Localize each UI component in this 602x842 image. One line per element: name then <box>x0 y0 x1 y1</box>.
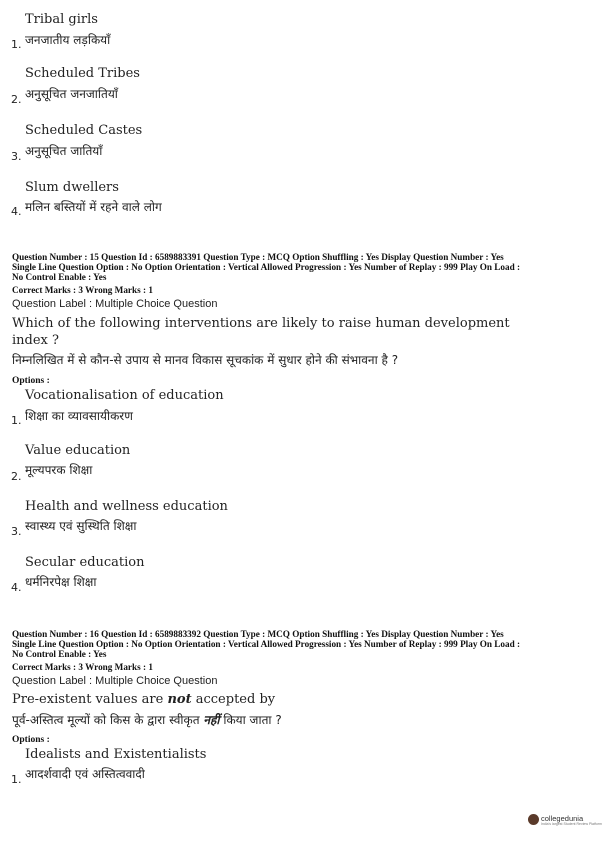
option-text-en: Health and wellness education <box>25 499 228 514</box>
question-marks: Correct Marks : 3 Wrong Marks : 1 <box>12 662 153 672</box>
question-meta-line: Question Number : 15 Question Id : 6589883391 Question Type : MCQ Option Shuffling : Yes Display Question Number : Yes <box>12 252 504 262</box>
question-meta-line: Single Line Question Option : No Option Orientation : Vertical Allowed Progression : Yes Number of Replay : 999 Play On Load : <box>12 639 521 649</box>
option-text-en: Idealists and Existentialists <box>25 747 207 762</box>
option-number: 2. <box>11 470 22 483</box>
option-number: 3. <box>11 150 22 163</box>
option-number: 4. <box>11 581 22 594</box>
option-text-hi: धर्मनिरपेक्ष शिक्षा <box>25 575 97 589</box>
option-text-en: Secular education <box>25 555 145 570</box>
option-text-hi: जनजातीय लड़कियाँ <box>25 33 111 47</box>
question-text-en-emphasis: not <box>167 692 192 707</box>
option-text-hi: मलिन बस्तियों में रहने वाले लोग <box>25 200 162 214</box>
logo-text: collegedunia <box>541 814 584 823</box>
option-text-hi: मूल्यपरक शिक्षा <box>25 463 93 477</box>
option-text-en: Scheduled Castes <box>25 123 143 138</box>
option-number: 1. <box>11 773 22 786</box>
question-label: Question Label : Multiple Choice Question <box>12 298 218 310</box>
option-text-hi: अनुसूचित जनजातियाँ <box>25 87 118 101</box>
question-meta-line: Question Number : 16 Question Id : 6589883392 Question Type : MCQ Option Shuffling : Yes Display Question Number : Yes <box>12 629 504 639</box>
collegedunia-logo <box>528 812 602 828</box>
options-heading: Options : <box>12 376 50 386</box>
option-text-en: Scheduled Tribes <box>25 66 140 81</box>
question-meta-line: No Control Enable : Yes <box>12 272 107 282</box>
option-text-hi: अनुसूचित जातियाँ <box>25 144 103 158</box>
option-text-en: Value education <box>25 443 131 458</box>
question-text-en-pre: Pre-existent values are <box>12 692 168 707</box>
question-text-hi-pre: पूर्व-अस्तित्व मूल्यों को किस के द्वारा स्वीकृत <box>12 713 204 727</box>
question-marks: Correct Marks : 3 Wrong Marks : 1 <box>12 285 153 295</box>
option-number: 1. <box>11 38 22 51</box>
option-text-en: Tribal girls <box>25 12 98 27</box>
question-text-en-post: accepted by <box>191 692 276 707</box>
question-meta-line: Single Line Question Option : No Option Orientation : Vertical Allowed Progression : Yes Number of Replay : 999 Play On Load : <box>12 262 521 272</box>
question-text-en <box>12 692 275 707</box>
logo-tagline: India's largest Student Review Platform <box>541 822 602 826</box>
option-text-hi: स्वास्थ्य एवं सुस्थिति शिक्षा <box>25 519 137 533</box>
question-meta-line: No Control Enable : Yes <box>12 649 107 659</box>
question-text-hi-post: किया जाता ? <box>219 713 282 727</box>
question-text-en: Which of the following interventions are likely to raise human development <box>12 316 510 331</box>
option-text-en: Vocationalisation of education <box>25 388 224 403</box>
question-text-hi <box>12 711 282 728</box>
option-number: 4. <box>11 205 22 218</box>
options-heading: Options : <box>12 735 50 745</box>
option-number: 3. <box>11 525 22 538</box>
question-text-hi-emphasis: नहीं <box>203 713 220 727</box>
option-number: 1. <box>11 414 22 427</box>
graduation-cap-icon <box>528 814 539 825</box>
option-text-hi: शिक्षा का व्यावसायीकरण <box>25 409 133 423</box>
option-number: 2. <box>11 93 22 106</box>
question-text-en-cont: index ? <box>12 333 59 348</box>
question-text-hi: निम्नलिखित में से कौन-से उपाय से मानव विकास सूचकांक में सुधार होने की संभावना है ? <box>12 353 399 367</box>
option-text-hi: आदर्शवादी एवं अस्तित्ववादी <box>25 767 145 781</box>
option-text-en: Slum dwellers <box>25 180 119 195</box>
question-label: Question Label : Multiple Choice Question <box>12 675 218 687</box>
